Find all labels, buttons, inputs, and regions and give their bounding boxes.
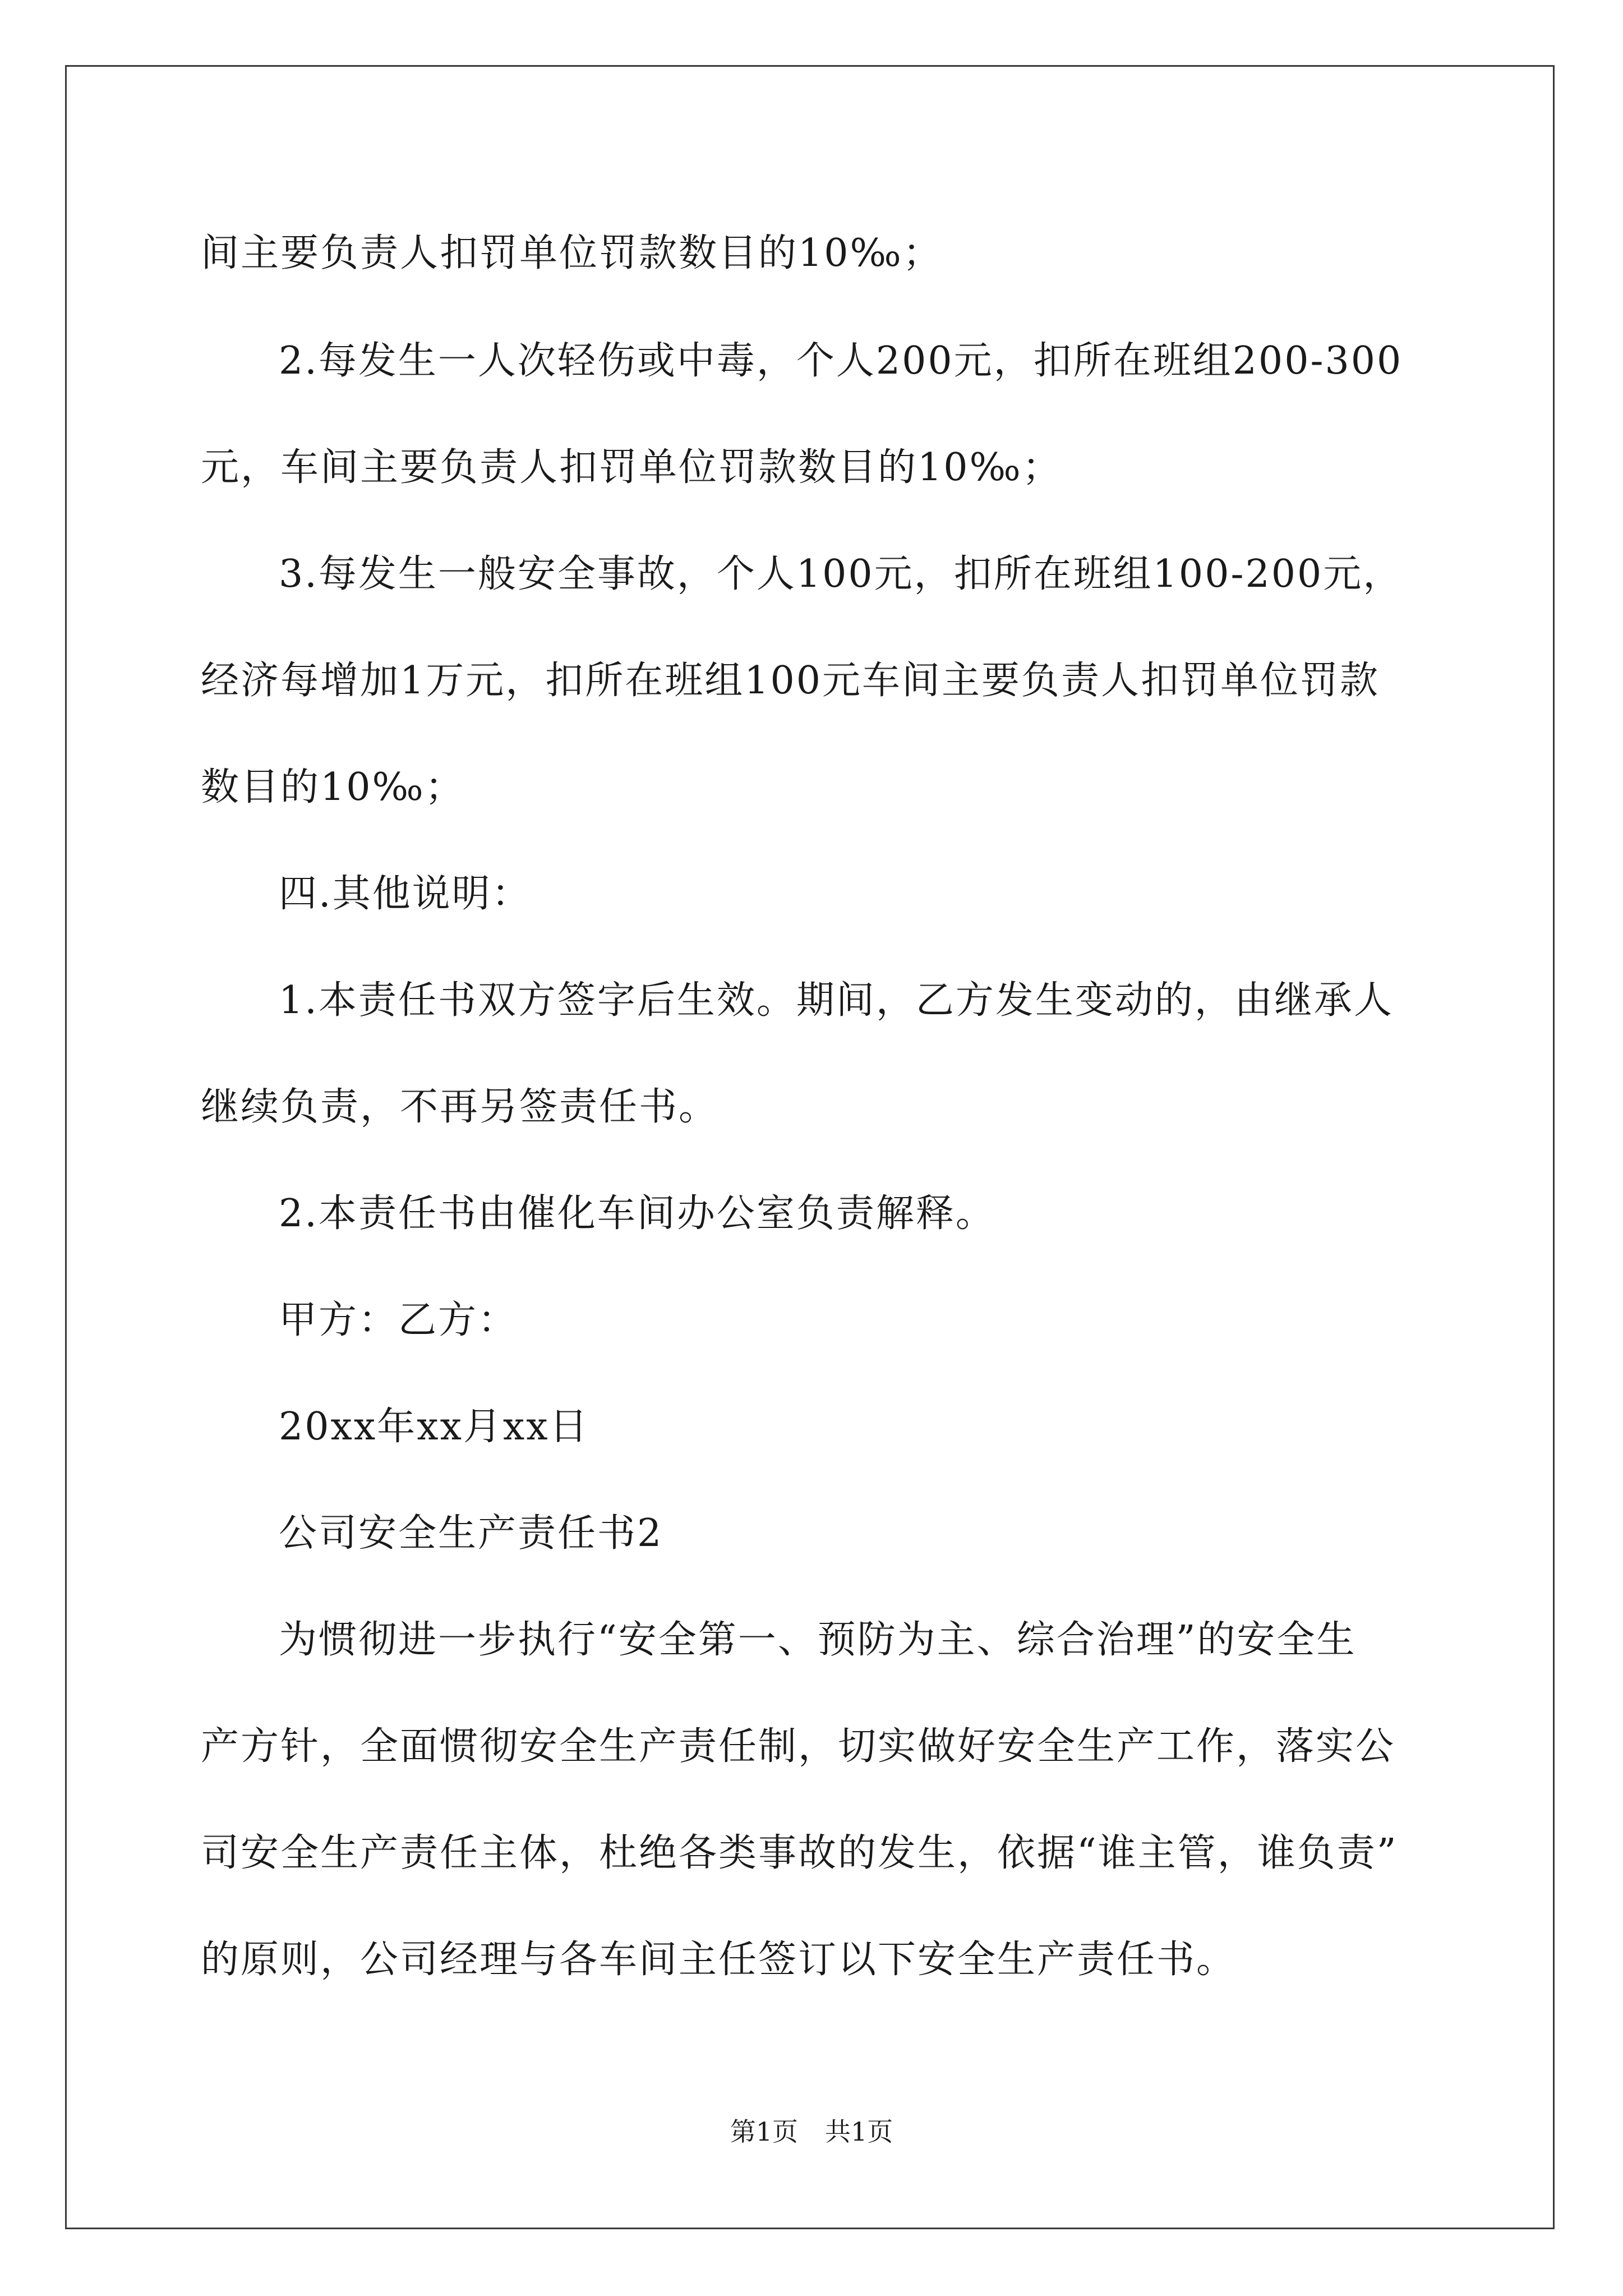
text-line: 的原则，公司经理与各车间主任签订以下安全生产责任书。: [201, 1938, 1237, 1982]
section-heading: 四.其他说明：: [279, 872, 532, 916]
text-line: 继续负责，不再另签责任书。: [201, 1085, 719, 1129]
text-line: 数目的10‰；: [201, 765, 465, 809]
text-line: 2.每发生一人次轻伤或中毒，个人200元，扣所在班组200-300: [279, 339, 1403, 383]
text-line: 3.每发生一般安全事故，个人100元，扣所在班组100-200元，: [279, 552, 1403, 596]
text-line: 元，车间主要负责人扣罚单位罚款数目的10‰；: [201, 445, 1062, 490]
page-total: 共1页: [825, 2116, 893, 2147]
text-line: 司安全生产责任主体，杜绝各类事故的发生，依据“谁主管，谁负责”: [201, 1831, 1398, 1875]
text-line: 产方针，全面惯彻安全生产责任制，切实做好安全生产工作，落实公: [201, 1724, 1396, 1769]
signature-parties: 甲方：乙方：: [279, 1298, 518, 1342]
text-line: 经济每增加1万元，扣所在班组100元车间主要负责人扣罚单位罚款: [201, 659, 1380, 703]
text-line: 2.本责任书由催化车间办公室负责解释。: [279, 1191, 995, 1236]
page-number: 第1页: [730, 2116, 798, 2147]
text-line: 间主要负责人扣罚单位罚款数目的10‰；: [201, 231, 943, 275]
page-footer: [0, 2116, 1623, 2147]
page-border: [65, 65, 1555, 2229]
text-line: 为惯彻进一步执行“安全第一、预防为主、综合治理”的安全生: [279, 1618, 1357, 1662]
text-line: 1.本责任书双方签字后生效。期间，乙方发生变动的，由继承人: [279, 978, 1394, 1023]
signature-date: 20xx年xx月xx日: [279, 1405, 589, 1449]
document-title: 公司安全生产责任书2: [279, 1511, 663, 1556]
